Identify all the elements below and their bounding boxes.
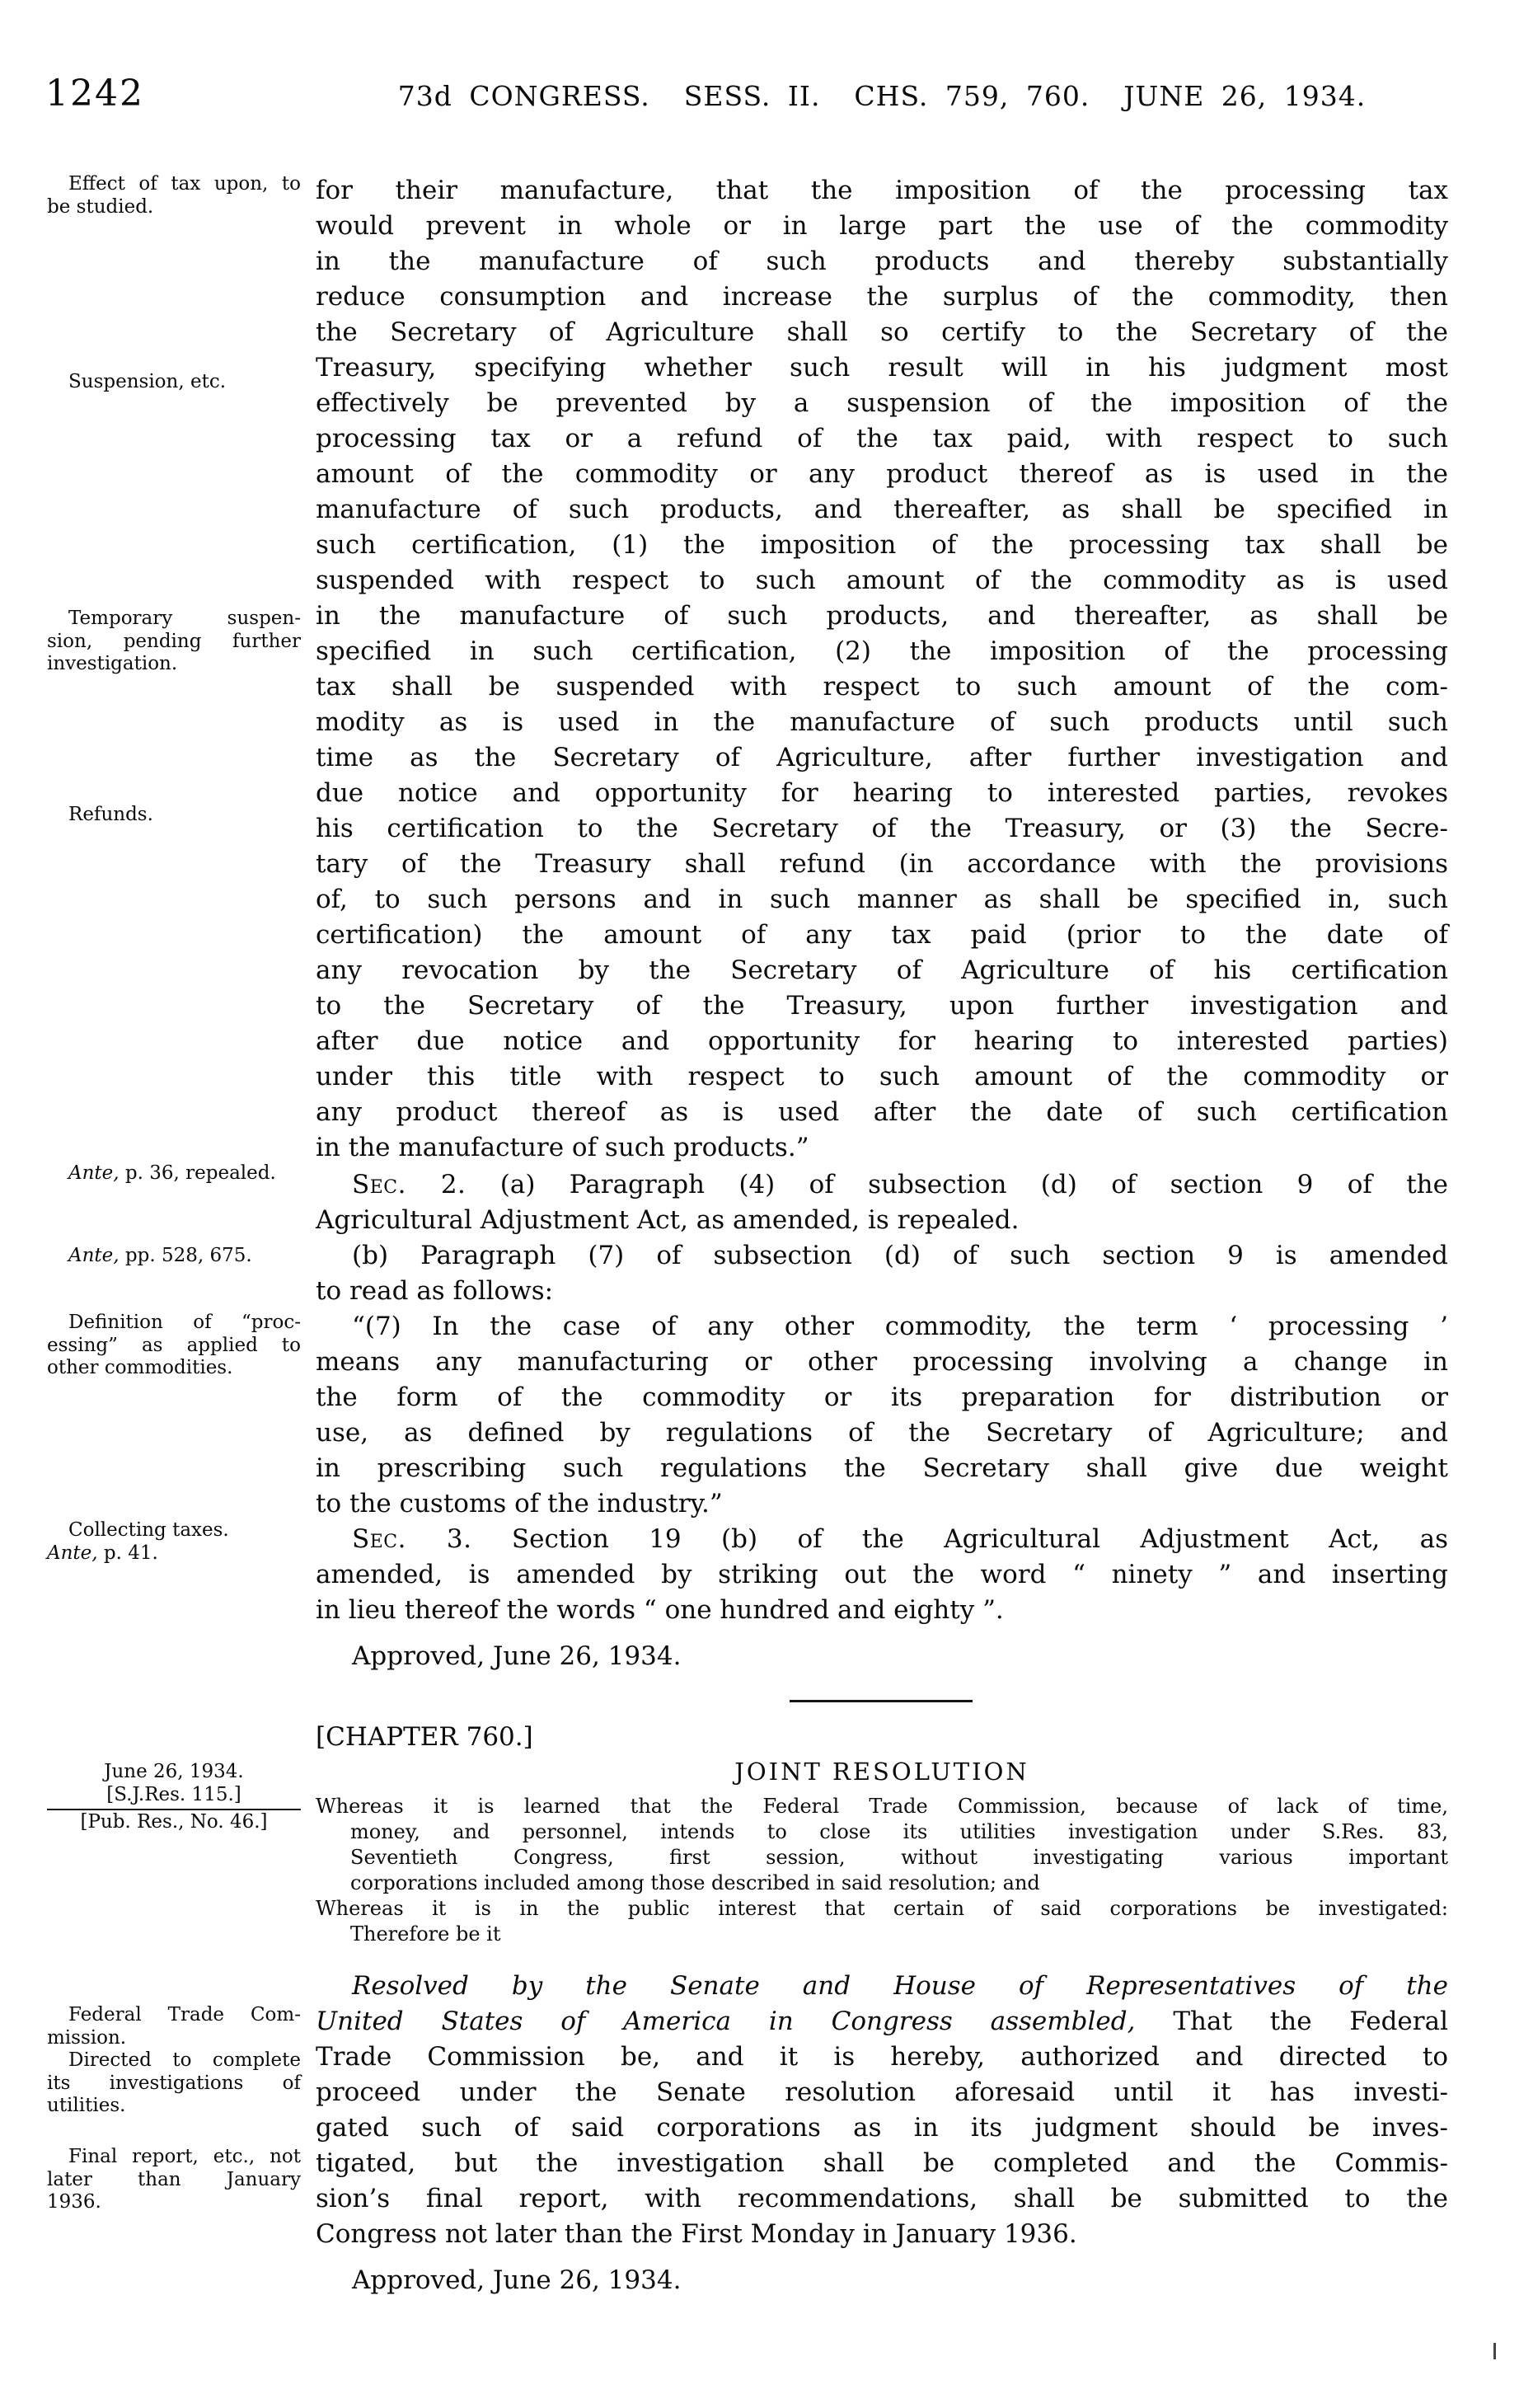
page-number: 1242 [45,73,144,115]
text-line: modity as is used in the manufacture of such products until such [316,707,1448,737]
text-line: to read as follows: [316,1276,554,1306]
text-line: Refunds. [68,804,153,825]
text-line: utilities. [47,2095,126,2116]
whereas-clause-2 [316,1896,1448,1947]
text-line: Final report, etc., not [68,2146,301,2167]
text-line: investigation. [47,653,178,674]
chapter-divider-rule [790,1700,973,1702]
margin-note-suspension [47,371,301,394]
text-line: Treasury, specifying whether such result will in his judgment most [316,353,1448,383]
text-line: Seventieth Congress, first session, without investigating various important [350,1846,1448,1869]
text-line: Whereas it is learned that the Federal Trade Commission, because of lack of time, [316,1795,1448,1818]
body-paragraph-sec3 [316,1522,1448,1628]
text-line: Suspension, etc. [68,371,227,392]
text-line: the Secretary of Agriculture shall so certify to the Secretary of the [316,317,1448,347]
text-line: Effect of tax upon, to [68,173,301,195]
note-text: pp. 528, 675. [119,1245,252,1266]
running-header: 73d CONGRESS. SESS. II. CHS. 759, 760. JUNE 26, 1934. [397,80,1367,112]
approval-line-ch760 [316,2263,1448,2298]
text-line: after due notice and opportunity for hearing to interested parties) [316,1026,1448,1056]
whereas-clause-1 [316,1794,1448,1896]
text-line: in the manufacture of such products.” [316,1133,809,1162]
margin-note-directed [47,2049,301,2118]
resolved-italic-text: Resolved by the Senate and House of Representatives of the [352,1971,1448,2001]
margin-note-definition-processing [47,1312,301,1380]
chapter-heading [316,1720,1448,1755]
text-line: Approved, June 26, 1934. [352,1641,682,1671]
text-line [316,1969,1448,2004]
text-line: to the Secretary of the Treasury, upon further investigation and [316,991,1448,1021]
margin-note-temporary-suspension [47,608,301,676]
body-paragraph-continuation [316,173,1448,1166]
text-line: any product thereof as is used after the date of such certification [316,1097,1448,1127]
text-line: to the customs of the industry.” [316,1489,723,1518]
text-line [47,1245,301,1268]
margin-note-ante-528 [47,1245,301,1268]
text-line: 1936. [47,2191,101,2213]
text-line: tary of the Treasury shall refund (in accordance with the provisions [316,849,1448,879]
text-line: Approved, June 26, 1934. [352,2265,682,2295]
scan-artifact [1493,2343,1496,2359]
text-line: JOINT RESOLUTION [734,1758,1029,1786]
margin-note-ftc [47,2004,301,2049]
public-resolution-number: [Pub. Res., No. 46.] [80,1811,268,1833]
text-line: (b) Paragraph (7) of subsection (d) of such section 9 is amended [352,1241,1448,1270]
joint-resolution-heading [316,1754,1448,1790]
text-line: his certification to the Secretary of the Treasury, or (3) the Secre- [316,814,1448,843]
margin-note-final-report [47,2146,301,2214]
text-line [47,1162,301,1185]
text-line: money, and personnel, intends to close its utilities investigation under S.Res. 83, [350,1820,1448,1843]
ante-reference: Ante, [68,1245,120,1266]
text-line: tigated, but the investigation shall be completed and the Commis- [316,2148,1448,2178]
text-line [316,1522,1448,1557]
sjres-number: [S.J.Res. 115.] [106,1783,241,1805]
text-line: mission. [47,2026,127,2049]
resolution-date: June 26, 1934. [104,1761,244,1782]
divider-rule [47,1809,301,1810]
text-line: proceed under the Senate resolution aforesaid until it has investi- [316,2077,1448,2107]
resolved-roman-text: That the Federal [1135,2007,1448,2036]
section-text: Section 19 (b) of the Agricultural Adjustment Act, as [471,1524,1448,1554]
text-line: tax shall be suspended with respect to such amount of the com- [316,672,1448,702]
text-line [316,2004,1448,2040]
text-line: any revocation by the Secretary of Agriculture of his certification [316,955,1448,985]
ante-reference: Ante, [68,1162,120,1184]
text-line: the form of the commodity or its preparation for distribution or [316,1382,1448,1412]
text-line: later than January [47,2168,301,2190]
text-line: in lieu thereof the words “ one hundred and eighty ”. [316,1595,1004,1625]
margin-note-ante-36 [47,1162,301,1185]
text-line: processing tax or a refund of the tax paid, with respect to such [316,424,1448,453]
text-line: Trade Commission be, and it is hereby, authorized and directed to [316,2042,1448,2072]
note-text: p. 41. [97,1542,158,1564]
section-text: (a) Paragraph (4) of subsection (d) of section 9 of the [466,1170,1448,1199]
text-line [316,1167,1448,1203]
text-line: amount of the commodity or any product thereof as is used in the [316,459,1448,489]
text-line: amended, is amended by striking out the word “ ninety ” and inserting [316,1560,1448,1589]
text-line: certification) the amount of any tax paid (prior to the date of [316,920,1448,950]
text-line: its investigations of [47,2072,301,2094]
text-line: Collecting taxes. [68,1519,229,1541]
text-line: sion, pending further [47,630,301,652]
text-line: for their manufacture, that the imposition of the processing tax [316,176,1448,205]
text-line: suspended with respect to such amount of the commodity as is used [316,566,1448,595]
text-line: Temporary suspen- [68,608,301,629]
text-line: Whereas it is in the public interest that certain of said corporations be investigated: [316,1897,1448,1920]
section-label: Sec. 3. [352,1524,472,1554]
text-line: in the manufacture of such products, and thereafter, as shall be [316,601,1448,631]
text-line: Congress not later than the First Monday in January 1936. [316,2219,1077,2249]
text-line: use, as defined by regulations of the Secretary of Agriculture; and [316,1418,1448,1448]
margin-note-collecting-taxes [47,1519,301,1565]
text-line: effectively be prevented by a suspension of the imposition of the [316,388,1448,418]
text-line: essing” as applied to [47,1334,301,1356]
margin-note-refunds [47,804,301,827]
text-line: sion’s final report, with recommendations, shall be submitted to the [316,2184,1448,2213]
resolved-italic-text: United States of America in Congress assembled, [316,2007,1136,2036]
approval-line-ch759 [316,1639,1448,1674]
text-line: under this title with respect to such amount of the commodity or [316,1062,1448,1091]
text-line: be studied. [47,195,154,218]
resolved-body-lines [316,2040,1448,2252]
text-line: reduce consumption and increase the surplus of the commodity, then [316,282,1448,312]
text-line [47,1542,301,1565]
text-line: corporations included among those described in said resolution; and [350,1871,1040,1894]
text-line: such certification, (1) the imposition of the processing tax shall be [316,530,1448,560]
text-line: Directed to complete [68,2049,301,2071]
text-line: Definition of “proc- [68,1312,301,1333]
margin-note-date-block [47,1761,301,1834]
text-line: of, to such persons and in such manner as shall be specified in, such [316,885,1448,914]
body-paragraph-sec2a [316,1167,1448,1238]
text-line: in the manufacture of such products and thereby substantially [316,246,1448,276]
text-line: means any manufacturing or other processing involving a change in [316,1347,1448,1377]
text-line: specified in such certification, (2) the imposition of the processing [316,636,1448,666]
text-line: [CHAPTER 760.] [316,1722,533,1752]
text-line: Therefore be it [350,1922,501,1946]
text-line: time as the Secretary of Agriculture, after further investigation and [316,743,1448,772]
body-paragraph-sec2b [316,1238,1448,1309]
text-line: due notice and opportunity for hearing to interested parties, revokes [316,778,1448,808]
text-line: other commodities. [47,1357,233,1378]
margin-note-effect-of-tax [47,173,301,218]
ante-reference: Ante, [47,1542,98,1564]
text-line: in prescribing such regulations the Secretary shall give due weight [316,1453,1448,1483]
text-line: would prevent in whole or in large part the use of the commodity [316,211,1448,241]
text-line: gated such of said corporations as in its judgment should be inves- [316,2113,1448,2143]
section-label: Sec. 2. [352,1170,466,1199]
text-line: manufacture of such products, and thereafter, as shall be specified in [316,495,1448,524]
text-line: “(7) In the case of any other commodity, the term ‘ processing ’ [352,1312,1448,1341]
text-line: Agricultural Adjustment Act, as amended, is repealed. [316,1205,1020,1235]
resolved-paragraph [316,1969,1448,2252]
note-text: p. 36, repealed. [119,1162,276,1184]
text-line: Federal Trade Com- [68,2004,301,2025]
body-paragraph-7 [316,1309,1448,1522]
